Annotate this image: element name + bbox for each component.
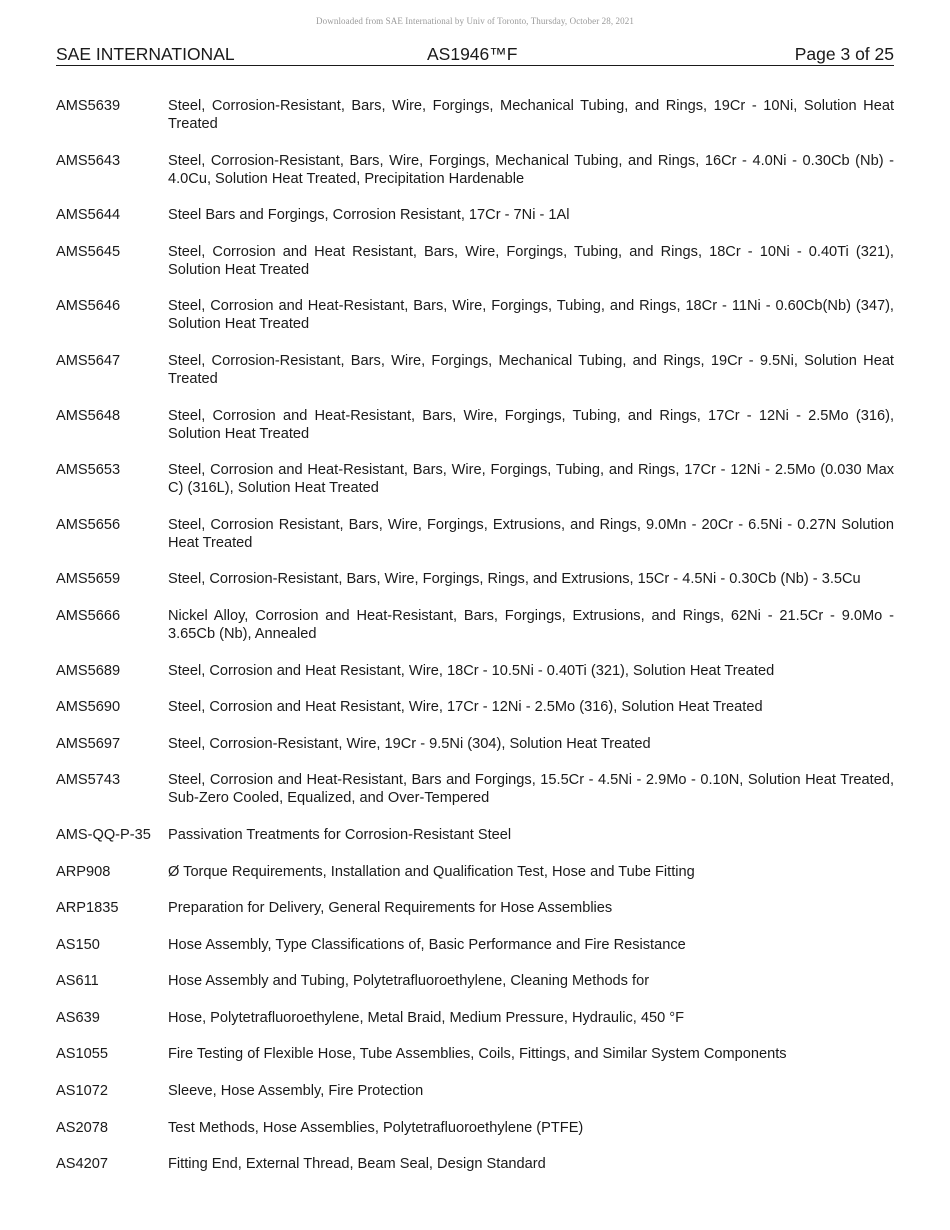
reference-title: Sleeve, Hose Assembly, Fire Protection: [168, 1083, 424, 1100]
reference-title: Steel, Corrosion and Heat-Resistant, Bars, Wire, Forgings, Tubing, and Rings, 17Cr - 12Ni - 2.5Mo (0.030 Max C) (316L), Solution Heat Treated: [168, 462, 894, 497]
header-document-id: AS1946™F: [427, 44, 518, 64]
reference-title: Ø Torque Requirements, Installation and Qualification Test, Hose and Tube Fitting: [168, 863, 695, 880]
reference-title: Preparation for Delivery, General Requirements for Hose Assemblies: [168, 900, 613, 917]
reference-code: AMS5645: [56, 243, 121, 260]
reference-code: AMS5659: [56, 571, 121, 588]
reference-code: ARP1835: [56, 900, 119, 917]
reference-code: AMS5743: [56, 772, 121, 789]
reference-item: [56, 936, 894, 954]
reference-item: [56, 662, 894, 680]
reference-item: [56, 206, 894, 224]
reference-item: [56, 243, 894, 279]
reference-title: Steel, Corrosion and Heat Resistant, Bars, Wire, Forgings, Tubing, and Rings, 18Cr - 10Ni - 0.40Ti (321), Solution Heat Treated: [168, 243, 894, 278]
reference-code: AMS5690: [56, 699, 121, 716]
reference-item: [56, 972, 894, 990]
reference-item: [56, 735, 894, 753]
reference-list: [56, 97, 894, 1192]
reference-item: [56, 1082, 894, 1100]
reference-title: Steel, Corrosion Resistant, Bars, Wire, Forgings, Extrusions, and Rings, 9.0Mn - 20Cr - 6.5Ni - 0.27N Solution Heat Treated: [168, 516, 894, 551]
reference-title: Steel, Corrosion-Resistant, Bars, Wire, Forgings, Mechanical Tubing, and Rings, 19Cr - 9.5Ni, Solution Heat Treated: [168, 352, 894, 387]
reference-code: AS150: [56, 936, 100, 953]
reference-title: Nickel Alloy, Corrosion and Heat-Resistant, Bars, Forgings, Extrusions, and Rings, 62Ni - 21.5Cr - 9.0Mo - 3.65Cb (Nb), Annealed: [168, 607, 894, 642]
reference-title: Steel, Corrosion-Resistant, Bars, Wire, Forgings, Mechanical Tubing, and Rings, 16Cr - 4.0Ni - 0.30Cb (Nb) - 4.0Cu, Solution Heat Treated, Precipitation Hardenable: [168, 152, 894, 187]
reference-title: Fitting End, External Thread, Beam Seal, Design Standard: [168, 1156, 546, 1173]
reference-item: [56, 407, 894, 443]
page-header: [56, 43, 894, 66]
reference-item: [56, 461, 894, 497]
reference-title: Passivation Treatments for Corrosion-Resistant Steel: [168, 826, 512, 843]
reference-title: Hose Assembly and Tubing, Polytetrafluoroethylene, Cleaning Methods for: [168, 973, 650, 990]
reference-code: AMS5656: [56, 516, 121, 533]
reference-code: AS639: [56, 1009, 100, 1026]
reference-item: [56, 1009, 894, 1027]
reference-title: Steel, Corrosion and Heat-Resistant, Bars, Wire, Forgings, Tubing, and Rings, 17Cr - 12Ni - 2.5Mo (316), Solution Heat Treated: [168, 407, 894, 442]
reference-title: Steel, Corrosion-Resistant, Wire, 19Cr - 9.5Ni (304), Solution Heat Treated: [168, 735, 651, 752]
reference-title: Steel, Corrosion and Heat Resistant, Wire, 17Cr - 12Ni - 2.5Mo (316), Solution Heat Treated: [168, 699, 763, 716]
reference-item: [56, 1045, 894, 1063]
reference-item: [56, 826, 894, 844]
reference-item: [56, 698, 894, 716]
reference-code: AMS5644: [56, 207, 121, 224]
reference-title: Fire Testing of Flexible Hose, Tube Assemblies, Coils, Fittings, and Similar System Components: [168, 1046, 787, 1063]
reference-code: AMS5643: [56, 152, 121, 169]
reference-title: Test Methods, Hose Assemblies, Polytetrafluoroethylene (PTFE): [168, 1119, 584, 1136]
reference-code: AMS5646: [56, 298, 121, 315]
reference-code: AS4207: [56, 1156, 108, 1173]
reference-item: [56, 1155, 894, 1173]
reference-code: AMS5639: [56, 98, 121, 114]
reference-code: AMS5648: [56, 407, 121, 424]
reference-code: AMS5697: [56, 735, 121, 752]
reference-title: Hose, Polytetrafluoroethylene, Metal Braid, Medium Pressure, Hydraulic, 450 °F: [168, 1009, 685, 1026]
reference-item: [56, 771, 894, 807]
reference-item: [56, 607, 894, 643]
reference-code: AMS-QQ-P-35: [56, 826, 151, 843]
reference-title: Steel, Corrosion-Resistant, Bars, Wire, Forgings, Rings, and Extrusions, 15Cr - 4.5Ni - 0.30Cb (Nb) - 3.5Cu: [168, 571, 861, 588]
reference-item: [56, 152, 894, 188]
reference-code: AS1072: [56, 1083, 108, 1100]
reference-code: AMS5653: [56, 462, 121, 479]
reference-item: [56, 97, 894, 133]
reference-title: Steel, Corrosion and Heat-Resistant, Bars, Wire, Forgings, Tubing, and Rings, 18Cr - 11Ni - 0.60Cb(Nb) (347), Solution Heat Treated: [168, 298, 894, 333]
reference-item: [56, 863, 894, 881]
reference-title: Steel Bars and Forgings, Corrosion Resistant, 17Cr - 7Ni - 1Al: [168, 207, 570, 224]
reference-code: AS2078: [56, 1119, 108, 1136]
reference-code: ARP908: [56, 863, 111, 880]
reference-item: [56, 899, 894, 917]
reference-title: Steel, Corrosion-Resistant, Bars, Wire, Forgings, Mechanical Tubing, and Rings, 19Cr - 10Ni, Solution Heat Treated: [168, 98, 894, 132]
reference-item: [56, 516, 894, 552]
header-page-number: Page 3 of 25: [794, 44, 894, 64]
reference-item: [56, 297, 894, 333]
reference-item: [56, 352, 894, 388]
reference-title: Hose Assembly, Type Classifications of, Basic Performance and Fire Resistance: [168, 936, 686, 953]
reference-title: Steel, Corrosion and Heat-Resistant, Bars and Forgings, 15.5Cr - 4.5Ni - 2.9Mo - 0.10N, Solution Heat Treated, Sub-Zero Cooled, Equalized, and Over-Tempered: [168, 772, 894, 807]
download-watermark: Downloaded from SAE International by Univ of Toronto, Thursday, October 28, 2021: [316, 16, 634, 26]
header-organization: SAE INTERNATIONAL: [56, 44, 235, 64]
reference-title: Steel, Corrosion and Heat Resistant, Wire, 18Cr - 10.5Ni - 0.40Ti (321), Solution Heat Treated: [168, 662, 775, 679]
reference-item: [56, 1119, 894, 1137]
reference-item: [56, 570, 894, 588]
reference-code: AMS5689: [56, 662, 121, 679]
reference-code: AS1055: [56, 1046, 108, 1063]
reference-code: AS611: [56, 973, 99, 990]
reference-code: AMS5666: [56, 607, 121, 624]
reference-code: AMS5647: [56, 352, 121, 369]
